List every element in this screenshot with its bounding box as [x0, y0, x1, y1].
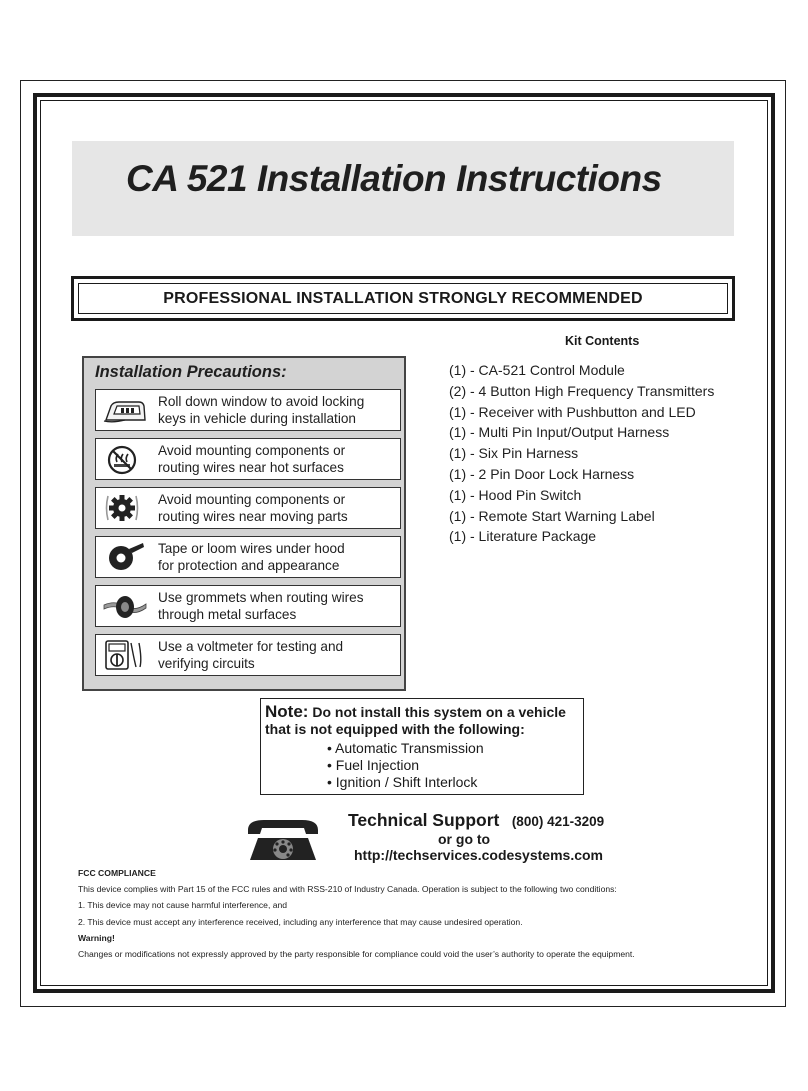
precaution-text: Avoid mounting components or routing wires near moving parts [158, 492, 348, 524]
fcc-warning-heading: Warning! [78, 932, 115, 943]
technical-support [348, 810, 604, 831]
fcc-heading: FCC COMPLIANCE [78, 868, 156, 878]
note-requirements-list [327, 740, 484, 790]
note-item: • Automatic Transmission [327, 740, 484, 756]
recommendation-text: PROFESSIONAL INSTALLATION STRONGLY RECOMMENDED [163, 289, 643, 307]
support-goto-text: or go to [438, 831, 491, 847]
kit-item: (1) - Literature Package [449, 528, 597, 545]
precaution-item-moving-parts [95, 487, 401, 529]
fcc-condition-1: 1. This device may not cause harmful interference, and [78, 900, 288, 911]
precaution-text: Use grommets when routing wires through metal surfaces [158, 590, 364, 622]
precaution-item-tape [95, 536, 401, 578]
tape-roll-icon [103, 541, 147, 573]
fcc-warning-text: Changes or modifications not expressly approved by the party responsible for compliance could void the user’s authority to operate the equipment. [78, 949, 635, 960]
recommendation-banner-inner [78, 283, 728, 314]
precaution-item-grommet [95, 585, 401, 627]
note-item: • Ignition / Shift Interlock [327, 773, 478, 790]
note-box [260, 698, 584, 795]
precaution-text: Use a voltmeter for testing and verifying circuits [158, 639, 344, 671]
gear-icon [103, 492, 147, 524]
hot-surface-icon [103, 443, 147, 475]
note-label: Note: [265, 702, 309, 721]
note-line2: that is not equipped with the following: [265, 721, 525, 737]
precaution-item-hot-surface [95, 438, 401, 480]
kit-item: (1) - 2 Pin Door Lock Harness [449, 465, 635, 482]
kit-item: (2) - 4 Button High Frequency Transmitters [449, 382, 715, 399]
note-line1: Do not install this system on a vehicle [312, 704, 566, 720]
precaution-item-window [95, 389, 401, 431]
kit-item: (1) - Multi Pin Input/Output Harness [449, 424, 670, 441]
kit-item: (1) - Hood Pin Switch [449, 486, 582, 503]
note-item: • Fuel Injection [327, 756, 420, 773]
kit-contents-list [449, 360, 714, 547]
kit-contents-title: Kit Contents [565, 334, 640, 348]
fcc-condition-2: 2. This device must accept any interference received, including any interference that may cause undesired operation. [78, 916, 523, 927]
fcc-intro: This device complies with Part 15 of the FCC rules and with RSS-210 of Industry Canada. Operation is subject to the following two conditions: [78, 884, 617, 895]
page-title: CA 521 Installation Instructions [126, 158, 662, 199]
kit-item: (1) - Six Pin Harness [449, 445, 579, 462]
technical-support-label: Technical Support [348, 810, 500, 830]
voltmeter-icon [103, 639, 147, 671]
grommet-icon [103, 590, 147, 622]
kit-item: (1) - Remote Start Warning Label [449, 507, 655, 524]
precaution-text: Avoid mounting components or routing wires near hot surfaces [158, 443, 346, 475]
technical-support-phone: (800) 421-3209 [511, 814, 605, 829]
fcc-compliance-section [78, 865, 768, 962]
precaution-item-voltmeter [95, 634, 401, 676]
support-url[interactable]: http://techservices.codesystems.com [354, 847, 603, 863]
telephone-icon [244, 816, 322, 862]
car-window-icon [103, 394, 147, 426]
kit-item: (1) - CA-521 Control Module [449, 362, 625, 378]
recommendation-banner [71, 276, 735, 321]
precautions-title: Installation Precautions: [95, 363, 287, 381]
precaution-text: Roll down window to avoid locking keys in vehicle during installation [158, 394, 365, 426]
kit-item: (1) - Receiver with Pushbutton and LED [449, 403, 696, 420]
installation-precautions-panel [82, 356, 406, 691]
precaution-text: Tape or loom wires under hood for protection and appearance [158, 541, 345, 573]
note-heading [265, 703, 581, 738]
